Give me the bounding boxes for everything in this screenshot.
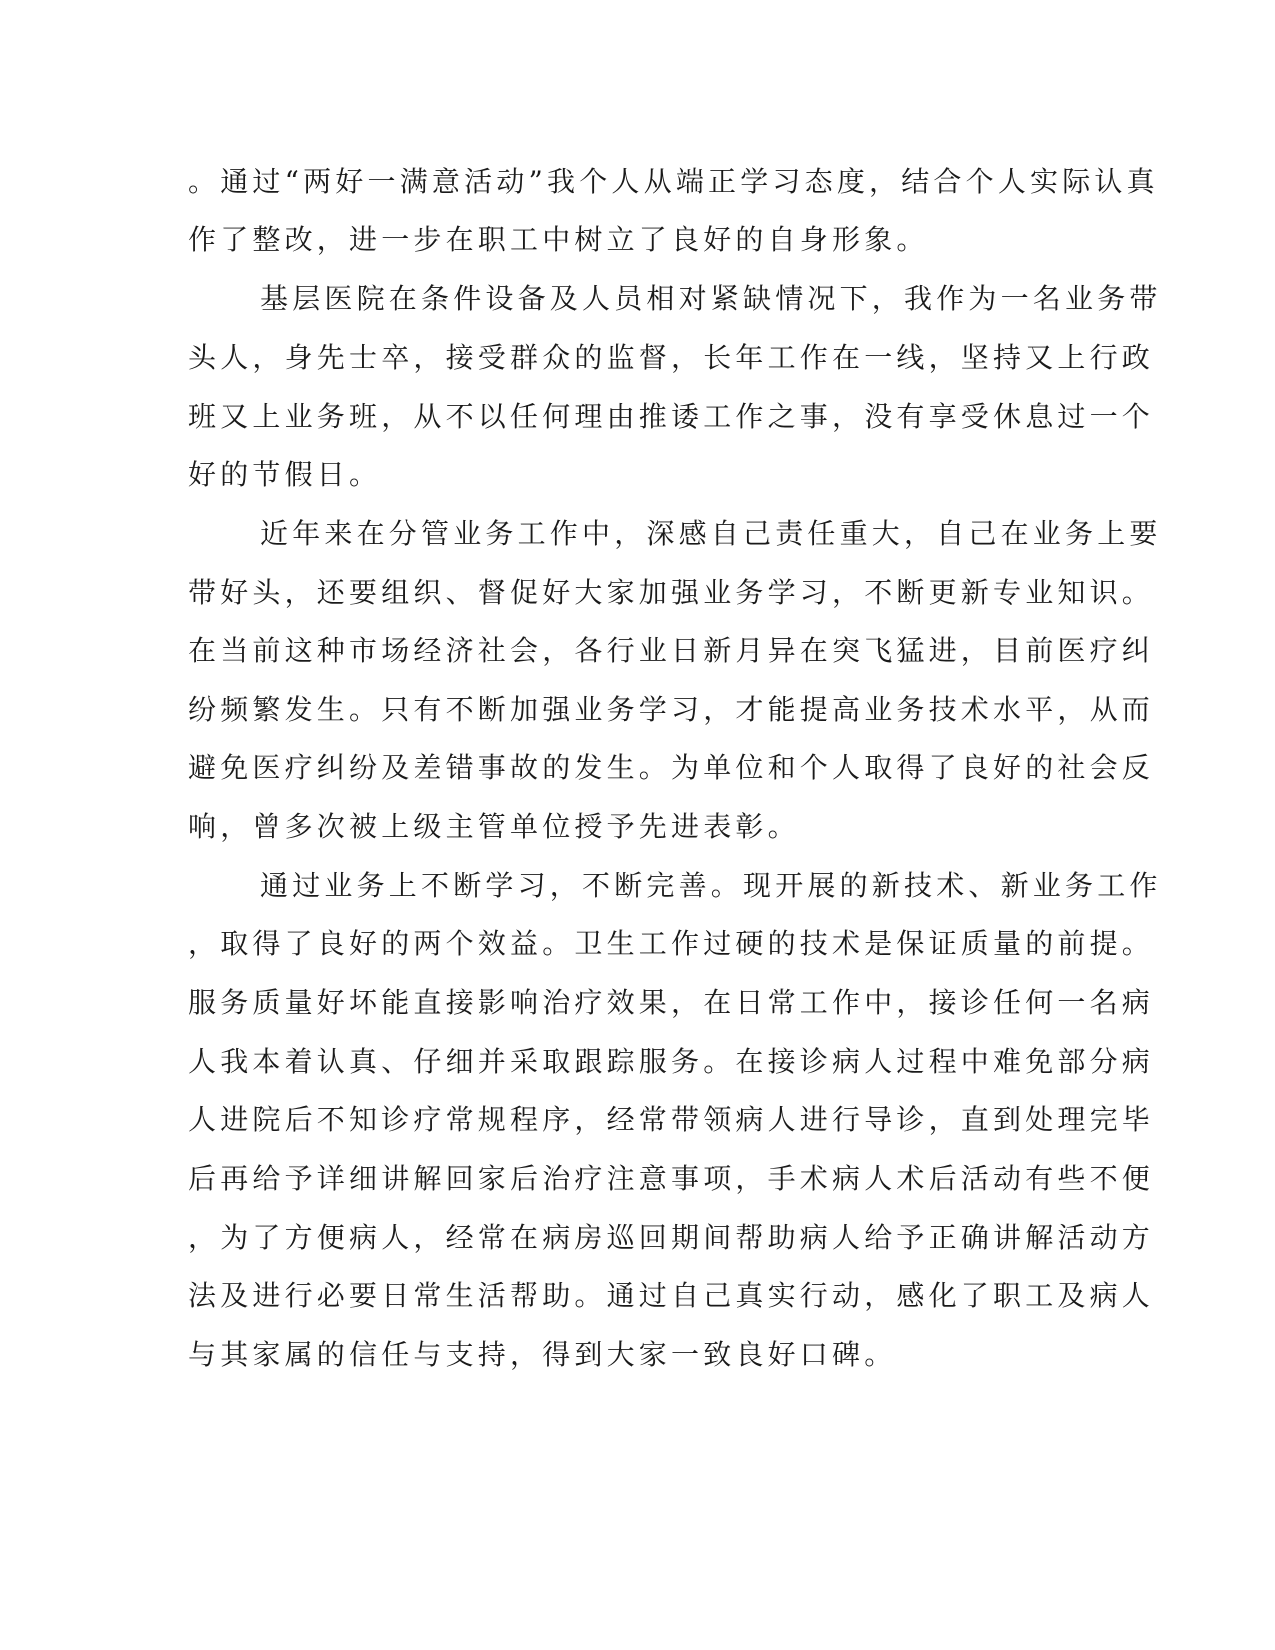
text-line: 带好头，还要组织、督促好大家加强业务学习，不断更新专业知识。 [188,576,1155,609]
text-line: 服务质量好坏能直接影响治疗效果，在日常工作中，接诊任何一名病 [188,986,1155,1019]
text-line: 纷频繁发生。只有不断加强业务学习，才能提高业务技术水平，从而 [188,693,1155,726]
text-line: 好的节假日。 [188,458,382,491]
text-line: 在当前这种市场经济社会，各行业日新月异在突飞猛进，目前医疗纠 [188,634,1155,667]
text-line: 响，曾多次被上级主管单位授予先进表彰。 [188,810,800,843]
text-line: 避免医疗纠纷及差错事故的发生。为单位和个人取得了良好的社会反 [188,751,1155,784]
text-line: 。通过“两好一满意活动”我个人从端正学习态度，结合个人实际认真 [188,165,1159,198]
paragraph-first-line: 基层医院在条件设备及人员相对紧缺情况下，我作为一名业务带 [260,282,1162,315]
text-line: 班又上业务班，从不以任何理由推诿工作之事，没有享受休息过一个 [188,400,1155,433]
text-line: 人我本着认真、仔细并采取跟踪服务。在接诊病人过程中难免部分病 [188,1045,1155,1078]
text-line: 人进院后不知诊疗常规程序，经常带领病人进行导诊，直到处理完毕 [188,1103,1155,1136]
text-line: 与其家属的信任与支持，得到大家一致良好口碑。 [188,1338,897,1371]
paragraph-first-line: 通过业务上不断学习，不断完善。现开展的新技术、新业务工作 [260,869,1162,902]
text-line: 后再给予详细讲解回家后治疗注意事项，手术病人术后活动有些不便 [188,1162,1155,1195]
text-line: 作了整改，进一步在职工中树立了良好的自身形象。 [188,223,929,256]
text-line: ，为了方便病人，经常在病房巡回期间帮助病人给予正确讲解活动方 [188,1221,1155,1254]
text-line: ，取得了良好的两个效益。卫生工作过硬的技术是保证质量的前提。 [188,927,1155,960]
text-line: 头人，身先士卒，接受群众的监督，长年工作在一线，坚持又上行政 [188,341,1155,374]
text-line: 法及进行必要日常生活帮助。通过自己真实行动，感化了职工及病人 [188,1279,1155,1312]
paragraph-first-line: 近年来在分管业务工作中，深感自己责任重大，自己在业务上要 [260,517,1162,550]
